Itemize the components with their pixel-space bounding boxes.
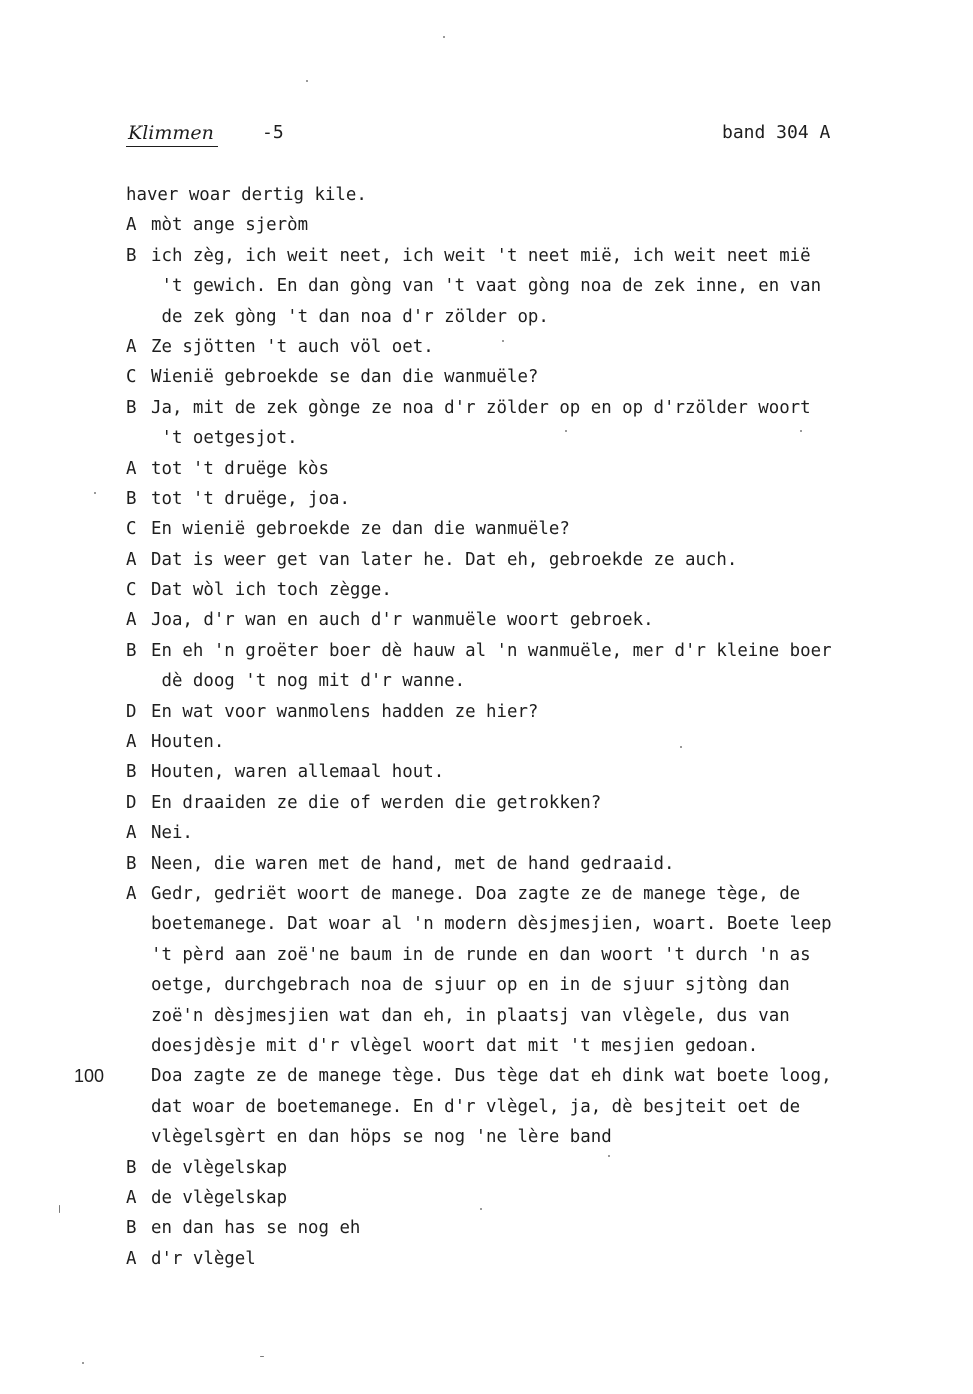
transcript-line [0, 605, 973, 635]
scan-speck [800, 430, 802, 432]
speaker-label: B [126, 853, 137, 874]
transcript-line [0, 423, 973, 453]
speaker-label: A [126, 610, 137, 631]
utterance-text: Dat is weer get van later he. Dat eh, gebroekde ze auch. [151, 549, 738, 570]
transcript-line [0, 1213, 973, 1243]
transcript-line [0, 879, 973, 909]
utterance-text: 't gewich. En dan gòng van 't vaat gòng noa de zek inne, en van [151, 276, 822, 297]
transcript-line [0, 1122, 973, 1152]
speaker-label: C [126, 580, 137, 601]
place-name-title: Klimmen [126, 120, 218, 147]
utterance-text: de vlègelskap [151, 1157, 288, 1178]
utterance-text: tot 't druëge, joa. [151, 488, 350, 509]
transcript-line [0, 514, 973, 544]
transcript-line [0, 1092, 973, 1122]
scan-speck [306, 80, 308, 82]
transcript-line [0, 271, 973, 301]
speaker-label: C [126, 519, 137, 540]
utterance-text: vlègelsgèrt en dan höps se nog 'ne lère band [151, 1127, 612, 1148]
speaker-label: A [126, 732, 137, 753]
utterance-text: Ze sjötten 't auch völ oet. [151, 336, 434, 357]
utterance-text: de vlègelskap [151, 1187, 288, 1208]
scan-speck [94, 492, 96, 494]
utterance-text: dè doog 't nog mit d'r wanne. [151, 671, 466, 692]
utterance-text: 't oetgesjot. [151, 428, 298, 449]
speaker-label: D [126, 701, 137, 722]
scan-speck [565, 430, 567, 432]
transcript-line [0, 362, 973, 392]
transcript-line [0, 484, 973, 514]
utterance-text: de zek gòng 't dan noa d'r zölder op. [151, 306, 549, 327]
scan-speck [82, 1362, 84, 1364]
transcript-line [0, 1001, 973, 1031]
utterance-text: d'r vlègel [151, 1248, 256, 1269]
speaker-label: A [126, 883, 137, 904]
transcript-line [0, 666, 973, 696]
page-number: -5 [262, 122, 284, 143]
speaker-label: A [126, 823, 137, 844]
utterance-text: Ja, mit de zek gònge ze noa d'r zölder op en op d'rzölder woort [151, 397, 811, 418]
speaker-label: B [126, 640, 137, 661]
transcript-line [0, 909, 973, 939]
utterance-text: Gedr, gedriët woort de manege. Doa zagte ze de manege tège, de [151, 883, 801, 904]
speaker-label: D [126, 792, 137, 813]
transcript-line [0, 545, 973, 575]
utterance-text: Wienië gebroekde se dan die wanmuële? [151, 367, 539, 388]
transcript-line [0, 970, 973, 1000]
speaker-label: A [126, 458, 137, 479]
transcript-line [0, 302, 973, 332]
utterance-text: doesjdèsje mit d'r vlègel woort dat mit 't mesjien gedoan. [151, 1035, 759, 1056]
transcript-line [0, 1153, 973, 1183]
utterance-text: En draaiden ze die of werden die getrokken? [151, 792, 602, 813]
utterance-text: Houten, waren allemaal hout. [151, 762, 445, 783]
scan-speck [443, 36, 445, 38]
utterance-text: Dat wòl ich toch zègge. [151, 580, 392, 601]
utterance-text: En eh 'n groëter boer dè hauw al 'n wanmuële, mer d'r kleine boer [151, 640, 832, 661]
utterance-text: en dan has se nog eh [151, 1218, 361, 1239]
speaker-label: B [126, 245, 137, 266]
utterance-text: 't pèrd aan zoë'ne baum in de runde en dan woort 't durch 'n as [151, 944, 811, 965]
speaker-label: B [126, 397, 137, 418]
utterance-text: haver woar dertig kile. [126, 185, 367, 205]
utterance-text: Doa zagte ze de manege tège. Dus tège dat eh dink wat boete loog, [151, 1066, 832, 1087]
transcript-line [0, 940, 973, 970]
transcript-line [0, 180, 973, 210]
line-number: 100 [74, 1066, 105, 1087]
transcript-line [0, 241, 973, 271]
utterance-text: Houten. [151, 732, 225, 753]
speaker-label: A [126, 215, 137, 236]
utterance-text: En wat voor wanmolens hadden ze hier? [151, 701, 539, 722]
utterance-text: oetge, durchgebrach noa de sjuur op en in de sjuur sjtòng dan [151, 975, 790, 996]
speaker-label: B [126, 1218, 137, 1239]
transcript-line [0, 697, 973, 727]
transcript-line [0, 332, 973, 362]
transcript-line [0, 1244, 973, 1274]
transcript-line [0, 575, 973, 605]
utterance-text: tot 't druëge kòs [151, 458, 329, 479]
speaker-label: B [126, 762, 137, 783]
utterance-text: boetemanege. Dat woar al 'n modern dèsjmesjien, woart. Boete leep [151, 914, 832, 935]
speaker-label: A [126, 549, 137, 570]
transcript-body [0, 180, 973, 1274]
transcript-line [0, 1183, 973, 1213]
speaker-label: B [126, 488, 137, 509]
scan-speck [680, 746, 682, 748]
utterance-text: mòt ange sjeròm [151, 215, 309, 236]
utterance-text: zoë'n dèsjmesjien wat dan eh, in plaatsj van vlègele, dus van [151, 1005, 790, 1026]
utterance-text: Neen, die waren met de hand, met de hand gedraaid. [151, 853, 675, 874]
utterance-text: dat woar de boetemanege. En d'r vlègel, ja, dè besjteit oet de [151, 1096, 801, 1117]
transcript-line [0, 1031, 973, 1061]
scan-speck [260, 1356, 264, 1357]
transcript-line [0, 393, 973, 423]
scan-speck [502, 340, 504, 342]
transcript-line [0, 849, 973, 879]
speaker-label: C [126, 367, 137, 388]
speaker-label: A [126, 1187, 137, 1208]
speaker-label: A [126, 336, 137, 357]
utterance-text: Nei. [151, 823, 193, 844]
tape-reference: band 304 A [722, 122, 831, 143]
transcript-line [0, 788, 973, 818]
page-header [126, 120, 856, 150]
transcript-line [0, 454, 973, 484]
scan-speck [608, 1155, 610, 1157]
scan-speck [480, 1208, 482, 1210]
transcript-line [0, 757, 973, 787]
transcript-line [0, 818, 973, 848]
speaker-label: A [126, 1248, 137, 1269]
utterance-text: Joa, d'r wan en auch d'r wanmuële woort gebroek. [151, 610, 654, 631]
transcript-line [0, 1061, 973, 1091]
utterance-text: ich zèg, ich weit neet, ich weit 't neet mië, ich weit neet mië [151, 245, 811, 266]
transcript-line [0, 727, 973, 757]
utterance-text: En wienië gebroekde ze dan die wanmuële? [151, 519, 570, 540]
speaker-label: B [126, 1157, 137, 1178]
transcript-line [0, 210, 973, 240]
scan-speck [59, 1205, 60, 1213]
transcript-line [0, 636, 973, 666]
